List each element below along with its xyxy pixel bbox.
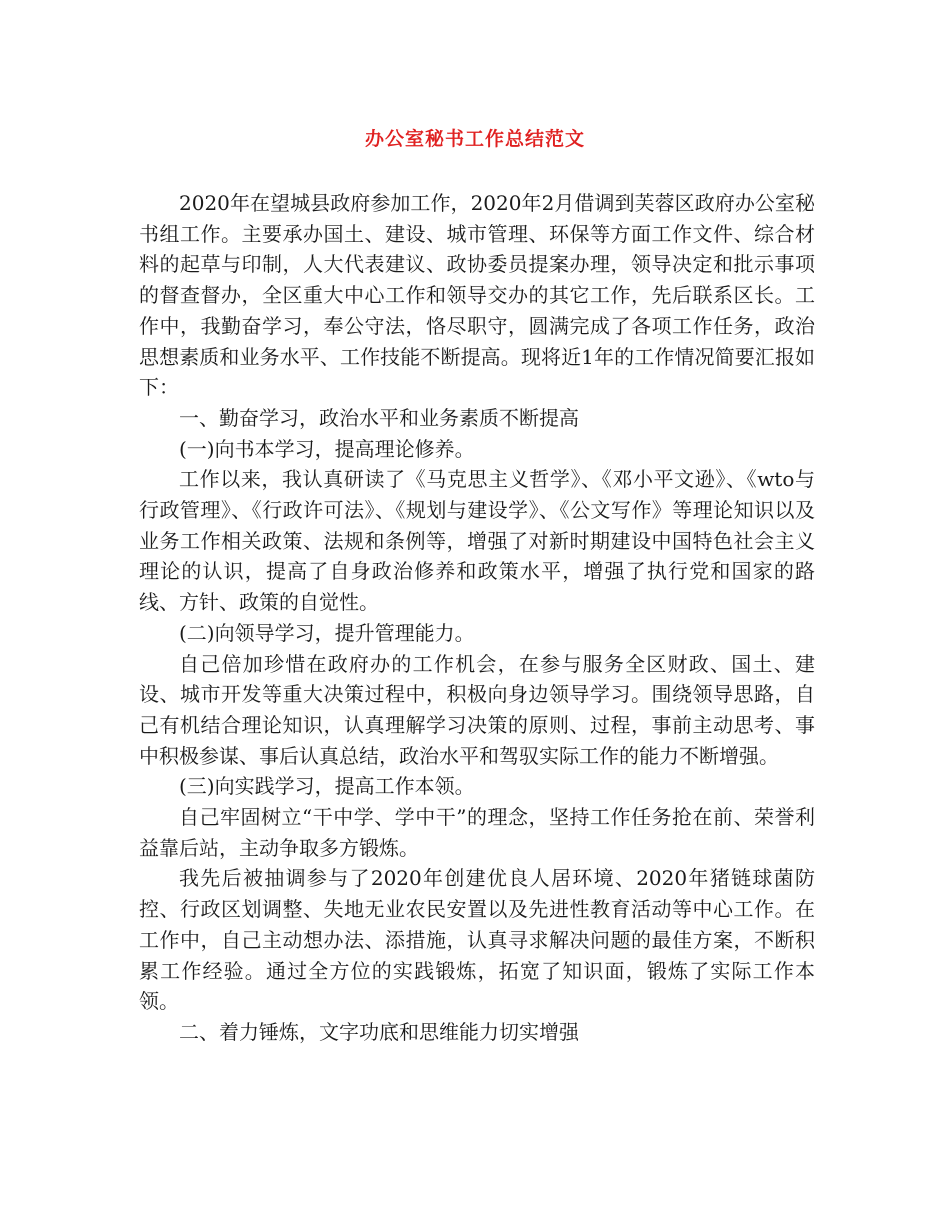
paragraph-intro: 2020年在望城县政府参加工作，2020年2月借调到芙蓉区政府办公室秘书组工作。主要承办国土、建设、城市管理、环保等方面工作文件、综合材料的起草与印制，人大代表建议、政协委员提案办理，领导决定和批示事项的督查督办，全区重大中心工作和领导交办的其它工作，先后联系区长。工作中，我勤奋学习，奉公守法，恪尽职守，圆满完成了各项工作任务，政治思想素质和业务水平、工作技能不断提高。现将近1年的工作情况简要汇报如下： <box>139 191 815 400</box>
paragraph-1-2: 自己倍加珍惜在政府办的工作机会，在参与服务全区财政、国土、建设、城市开发等重大决策过程中，积极向身边领导学习。围绕领导思路，自己有机结合理论知识，认真理解学习决策的原则、过程，事前主动思考、事中积极参谋、事后认真总结，政治水平和驾驭实际工作的能力不断增强。 <box>139 651 815 768</box>
heading-section-2: 二、着力锤炼，文字功底和思维能力切实增强 <box>179 1019 579 1044</box>
heading-section-1: 一、勤奋学习，政治水平和业务素质不断提高 <box>179 405 579 430</box>
subheading-1-2: (二)向领导学习，提升管理能力。 <box>179 620 475 645</box>
paragraph-1-3a: 自己牢固树立“干中学、学中干”的理念，坚持工作任务抢在前、荣誉利益靠后站，主动争取多方锻炼。 <box>139 805 815 860</box>
document-title: 办公室秘书工作总结范文 <box>364 128 585 150</box>
document-body <box>139 188 815 1048</box>
subheading-1-1: (一)向书本学习，提高理论修养。 <box>179 436 475 461</box>
paragraph-1-3b: 我先后被抽调参与了2020年创建优良人居环境、2020年猪链球菌防控、行政区划调整、失地无业农民安置以及先进性教育活动等中心工作。在工作中，自己主动想办法、添措施，认真寻求解决问题的最佳方案，不断积累工作经验。通过全方位的实践锻炼，拓宽了知识面，锻炼了实际工作本领。 <box>139 866 815 1014</box>
paragraph-1-1: 工作以来，我认真研读了《马克思主义哲学》、《邓小平文逊》、《wto与行政管理》、《行政许可法》、《规划与建设学》、《公文写作》等理论知识以及业务工作相关政策、法规和条例等，增强了对新时期建设中国特色社会主义理论的认识，提高了自身政治修养和政策水平，增强了执行党和国家的路线、方针、政策的自觉性。 <box>139 467 815 615</box>
subheading-1-3: (三)向实践学习，提高工作本领。 <box>179 774 475 799</box>
